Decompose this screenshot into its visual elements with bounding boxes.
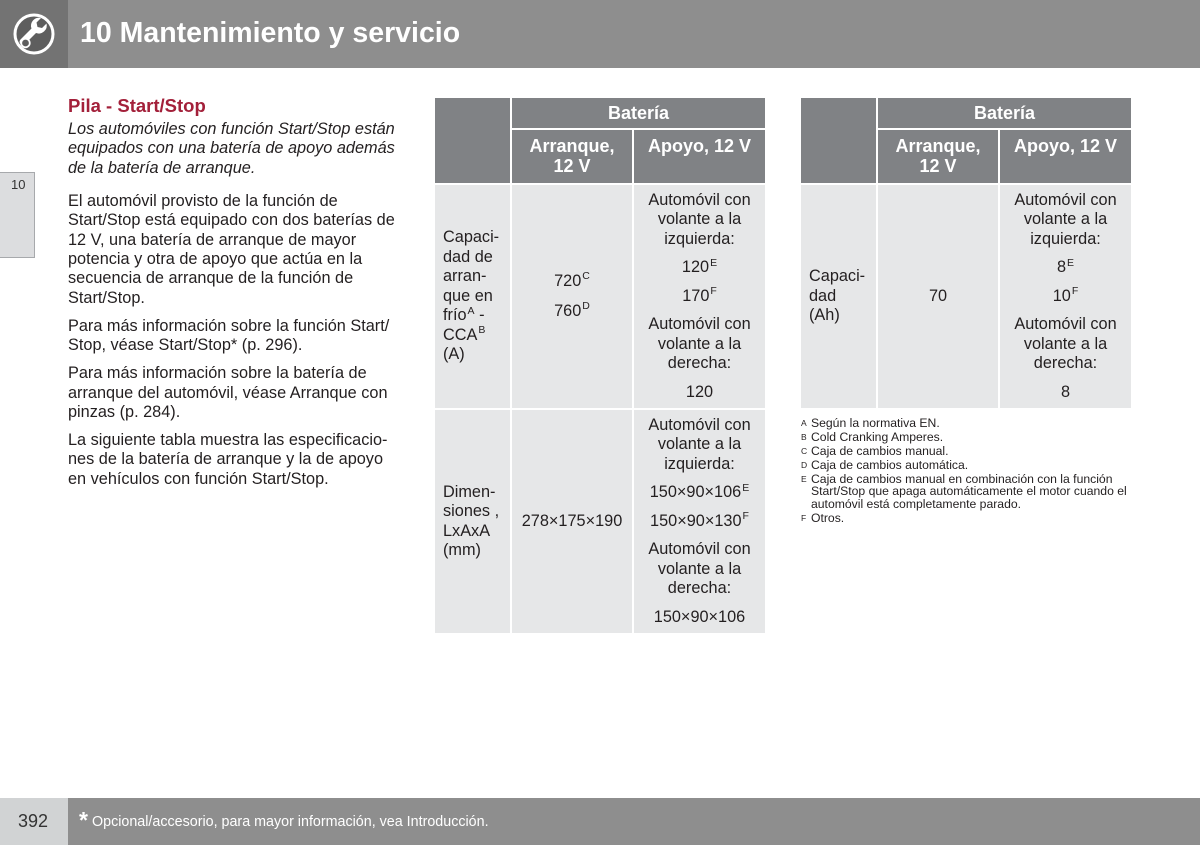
column-header-starter xyxy=(878,130,998,183)
text-line xyxy=(443,326,510,346)
footnote xyxy=(801,459,1141,471)
text-column xyxy=(68,96,413,489)
footnote-reference: C xyxy=(582,270,590,283)
text-line: 150×90×106 xyxy=(653,607,746,626)
text-line: El automóvil provisto de la función de xyxy=(68,191,338,210)
text-block xyxy=(68,431,413,489)
text-line: equipados con una batería de apoyo además xyxy=(68,139,395,158)
text-block xyxy=(648,416,750,475)
text-line: Los automóviles con función Start/Stop están xyxy=(68,120,395,138)
text-line: 12 V xyxy=(919,156,957,176)
text-line: derecha: xyxy=(667,354,732,373)
text-line: (mm) xyxy=(443,541,481,559)
text-line: Capaci- xyxy=(809,267,866,286)
text-line: Cold Cranking Amperes. xyxy=(811,429,944,444)
text-line: Arranque, xyxy=(529,136,615,156)
text-line: nes de la batería de arranque y la de apoyo xyxy=(68,450,383,469)
text-line: Automóvil con xyxy=(648,190,751,209)
text-line: Start/Stop que apaga automáticamente el motor cuando el xyxy=(811,484,1127,499)
text-line: Otros. xyxy=(811,510,845,525)
text-line: en vehículos con función Start/Stop. xyxy=(68,469,329,488)
text-line: secuencia de arranque de la función de xyxy=(68,269,354,288)
text-block xyxy=(682,258,717,278)
text-line xyxy=(650,512,749,532)
section-heading: Pila - Start/Stop xyxy=(68,95,206,116)
cell-backup-capacity-ah xyxy=(1000,185,1131,408)
battery-specs-table-1 xyxy=(435,98,765,633)
footnote-mark: D xyxy=(801,459,808,470)
text-line: automóvil está completamente parado. xyxy=(811,496,1022,511)
cell-starter-cold-cranking xyxy=(512,185,632,408)
footnote-mark: C xyxy=(801,445,808,456)
footnote-text xyxy=(811,431,943,443)
table-footnotes xyxy=(801,417,1141,526)
cell-backup-cold-cranking xyxy=(634,185,765,408)
text-line: LxAxA xyxy=(443,521,491,540)
text-line: Apoyo, 12 V xyxy=(647,136,752,156)
text-line: Según la normativa EN. xyxy=(811,416,940,430)
text-line: Apoyo, 12 V xyxy=(1013,136,1118,156)
footnote-reference: E xyxy=(1067,256,1075,269)
text-line: izquierda: xyxy=(664,229,735,248)
footnote-reference: E xyxy=(710,256,718,269)
text-line: dad xyxy=(809,286,837,305)
text-line: 278×175×190 xyxy=(521,511,623,530)
footnote xyxy=(801,512,1141,524)
text-line xyxy=(443,306,510,326)
chapter-title: 10 Mantenimiento y servicio xyxy=(80,17,461,49)
text-line: Automóvil con xyxy=(1014,190,1117,209)
text-block xyxy=(648,191,750,250)
text-segment: 720 xyxy=(554,271,582,290)
text-block xyxy=(1014,315,1116,374)
battery-specs-table-2 xyxy=(801,98,1131,408)
footnote xyxy=(801,445,1141,457)
text-block xyxy=(648,315,750,374)
table-corner-cell xyxy=(801,98,876,183)
column-group-header: Batería xyxy=(512,98,765,128)
text-block xyxy=(650,512,749,532)
text-segment: 10 xyxy=(1052,286,1071,305)
text-segment: 760 xyxy=(554,301,582,320)
footnote xyxy=(801,473,1141,510)
column-group-header: Batería xyxy=(878,98,1131,128)
text-line: Caja de cambios automática. xyxy=(811,457,969,472)
footnote-reference: E xyxy=(742,481,750,494)
footnote-text xyxy=(811,512,844,524)
table-corner-cell xyxy=(435,98,510,183)
footnote-reference: B xyxy=(478,324,486,337)
text-line: Automóvil con xyxy=(648,540,751,559)
text-line xyxy=(682,258,717,278)
column-header-backup xyxy=(1000,130,1131,183)
text-line: derecha: xyxy=(1033,354,1098,373)
footer-asterisk: * xyxy=(79,807,88,833)
text-line: volante a la xyxy=(657,435,742,454)
footnote xyxy=(801,431,1141,443)
text-line: Automóvil con xyxy=(1014,315,1117,334)
text-line: volante a la xyxy=(1023,334,1108,353)
text-line: siones , xyxy=(443,502,500,520)
text-block xyxy=(650,483,749,503)
text-block xyxy=(554,272,590,292)
text-line xyxy=(650,483,749,503)
footnote-mark: F xyxy=(801,512,807,523)
text-block xyxy=(68,192,413,308)
text-line xyxy=(682,287,717,307)
footnote-reference: F xyxy=(710,285,717,298)
text-line: izquierda: xyxy=(664,454,735,473)
text-line: (A) xyxy=(443,345,465,364)
text-line: volante a la xyxy=(1023,210,1108,229)
text-block xyxy=(1014,191,1116,250)
text-block xyxy=(68,364,413,422)
text-line: arranque del automóvil, véase Arranque con xyxy=(68,383,388,402)
text-block xyxy=(68,120,413,178)
text-segment: 150×90×130 xyxy=(650,511,742,530)
row-label-dimensions xyxy=(435,410,510,633)
chapter-side-tab xyxy=(0,172,35,258)
text-line: que en xyxy=(443,286,493,305)
text-line: Arranque, xyxy=(895,136,981,156)
text-line: Automóvil con xyxy=(648,415,751,434)
text-line: 12 V xyxy=(553,156,591,176)
text-block xyxy=(1061,383,1070,403)
text-line: arran- xyxy=(443,267,487,286)
text-line: Automóvil con xyxy=(648,315,751,334)
footnote-text xyxy=(811,473,1127,510)
footnote-reference: F xyxy=(742,510,749,523)
text-line: 70 xyxy=(928,286,948,305)
section-intro xyxy=(68,120,413,178)
text-segment: CCA xyxy=(443,325,478,344)
text-line: pinzas (p. 284). xyxy=(68,403,181,422)
text-segment: - xyxy=(474,306,485,325)
text-line: Start/Stop. xyxy=(68,288,145,307)
text-line: derecha: xyxy=(667,579,732,598)
text-line: Para más información sobre la batería de xyxy=(68,364,367,383)
footnote-text xyxy=(811,445,949,457)
text-segment: 150×90×106 xyxy=(649,483,742,502)
text-block xyxy=(522,512,623,532)
row-label-cold-cranking xyxy=(435,185,510,408)
text-line: volante a la xyxy=(657,210,742,229)
text-block xyxy=(648,540,750,599)
text-line: Start/Stop está equipado con dos baterías de xyxy=(68,211,395,230)
chapter-icon-box xyxy=(0,0,68,68)
text-line xyxy=(554,302,590,322)
chapter-side-tab-label: 10 xyxy=(11,177,26,192)
text-line: Stop, véase Start/Stop* (p. 296). xyxy=(68,336,303,355)
text-line: 8 xyxy=(1060,382,1071,401)
page-number: 392 xyxy=(0,798,68,845)
text-line: (Ah) xyxy=(809,306,840,325)
text-line: potencia y otra de apoyo que actúa en la xyxy=(68,250,363,269)
footnote xyxy=(801,417,1141,429)
text-line: Para más información sobre la función Start/ xyxy=(68,316,390,335)
text-line: 12 V, una batería de arranque de mayor xyxy=(68,230,357,249)
text-line xyxy=(554,272,590,292)
text-line: dad de xyxy=(443,247,493,266)
text-line: Caja de cambios manual. xyxy=(811,443,949,458)
text-line xyxy=(1053,287,1079,307)
text-block xyxy=(1057,258,1074,278)
footnote-text xyxy=(811,459,968,471)
text-segment: 120 xyxy=(681,258,710,277)
cell-starter-capacity-ah xyxy=(878,185,998,408)
text-block xyxy=(682,287,717,307)
text-segment: frío xyxy=(443,306,467,325)
footnote-mark: E xyxy=(801,473,807,484)
column-header-backup xyxy=(634,130,765,183)
cell-starter-dimensions xyxy=(512,410,632,633)
text-block xyxy=(554,302,590,322)
text-line xyxy=(1057,258,1074,278)
text-line: volante a la xyxy=(657,559,742,578)
footnote-mark: B xyxy=(801,431,807,442)
section-body xyxy=(68,192,413,489)
text-block xyxy=(654,608,745,628)
footnote-reference: F xyxy=(1071,285,1079,298)
text-block xyxy=(1053,287,1079,307)
text-block xyxy=(68,317,413,356)
text-line: izquierda: xyxy=(1030,229,1101,248)
text-block xyxy=(929,287,947,307)
column-header-starter xyxy=(512,130,632,183)
wrench-icon xyxy=(0,0,68,68)
text-line: de la batería de arranque. xyxy=(68,158,256,177)
text-line: Capaci- xyxy=(443,228,500,247)
footnote-reference: D xyxy=(582,300,590,313)
cell-backup-dimensions xyxy=(634,410,765,633)
text-line: 120 xyxy=(685,382,714,401)
text-line: La siguiente tabla muestra las especificacio- xyxy=(68,431,388,450)
text-block xyxy=(686,383,713,403)
text-line: Dimen- xyxy=(443,482,496,501)
footnote-mark: A xyxy=(801,418,807,428)
row-label-capacity-ah xyxy=(801,185,876,408)
footer-note: Opcional/accesorio, para mayor información, vea Introducción. xyxy=(92,814,489,830)
text-segment: 170 xyxy=(682,286,710,305)
footnote-text xyxy=(811,417,940,429)
text-line: volante a la xyxy=(657,334,742,353)
text-segment: 8 xyxy=(1056,258,1067,277)
text-line: Caja de cambios manual en combinación con la función xyxy=(811,471,1113,486)
footnote-reference: A xyxy=(467,304,475,317)
